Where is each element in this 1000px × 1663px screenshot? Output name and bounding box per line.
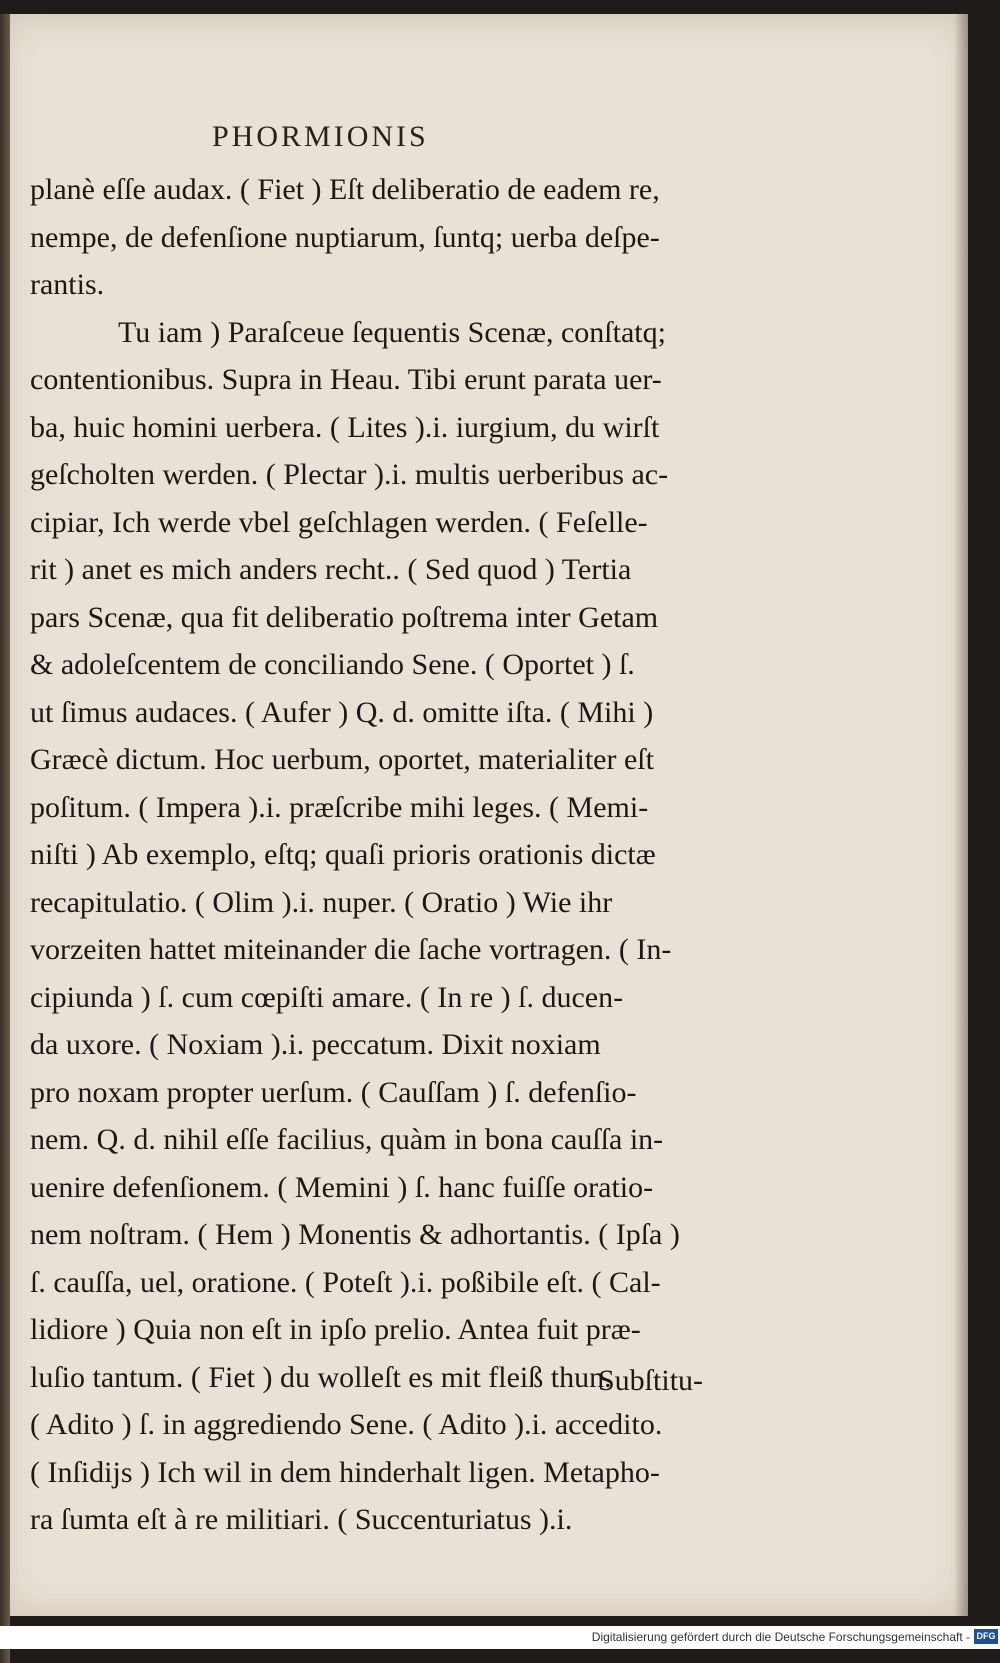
- text-line: rantis.: [30, 268, 105, 301]
- text-line: niſti ) Ab exemplo, eſtq; quaſi prioris orationis dictæ: [30, 838, 656, 871]
- catchword: Subſtitu-: [598, 1364, 704, 1397]
- text-line: da uxore. ( Noxiam ).i. peccatum. Dixit noxiam: [30, 1028, 601, 1061]
- text-line: contentionibus. Supra in Heau. Tibi erunt parata uer-: [30, 363, 662, 396]
- text-line: nem. Q. d. nihil eſſe facilius, quàm in bona cauſſa in-: [30, 1123, 664, 1156]
- text-line: recapitulatio. ( Olim ).i. nuper. ( Oratio ) Wie ihr: [30, 885, 613, 919]
- dfg-logo-icon: DFG: [974, 1629, 998, 1644]
- text-line: rit ) anet es mich anders recht.. ( Sed quod ) Tertia: [30, 553, 632, 586]
- text-line: ( Inſidijs ) Ich wil in dem hinderhalt ligen. Metapho-: [30, 1455, 660, 1489]
- text-line: planè eſſe audax. ( Fiet ) Eſt deliberatio de eadem re,: [30, 173, 660, 206]
- text-line: nempe, de defenſione nuptiarum, ſuntq; uerba deſpe-: [30, 220, 660, 254]
- text-line: Tu iam ) Paraſceue ſequentis Scenæ, conſtatq;: [118, 315, 666, 349]
- text-line: cipiar, Ich werde vbel geſchlagen werden. ( Feſelle-: [30, 505, 648, 539]
- text-line: ba, huic homini uerbera. ( Lites ).i. iurgium, du wirſt: [30, 410, 660, 444]
- text-line: Græcè dictum. Hoc uerbum, oportet, materialiter eſt: [30, 743, 654, 776]
- text-line: ſ. cauſſa, uel, oratione. ( Poteſt ).i. poßibile eſt. ( Cal-: [30, 1265, 661, 1299]
- funding-credit: Digitalisierung gefördert durch die Deutsche Forschungsgemeinschaft -: [591, 1630, 970, 1644]
- text-line: luſio tantum. ( Fiet ) du wolleſt es mit fleiß thun.: [30, 1360, 612, 1394]
- running-head: PHORMIONIS: [212, 120, 429, 153]
- text-line: ut ſimus audaces. ( Aufer ) Q. d. omitte iſta. ( Mihi ): [30, 695, 654, 729]
- book-page: [0, 14, 968, 1616]
- page-edge: [0, 14, 10, 1663]
- text-line: geſcholten werden. ( Plectar ).i. multis uerberibus ac-: [30, 458, 669, 491]
- text-line: ra ſumta eſt à re militiari. ( Succenturiatus ).i.: [30, 1503, 573, 1536]
- text-line: & adoleſcentem de conciliando Sene. ( Oportet ) ſ.: [30, 648, 635, 681]
- text-line: pars Scenæ, qua fit deliberatio poſtrema inter Getam: [30, 600, 659, 634]
- text-line: ( Adito ) ſ. in aggrediendo Sene. ( Adito ).i. accedito.: [30, 1408, 663, 1441]
- text-line: pro noxam propter uerſum. ( Cauſſam ) ſ. defenſio-: [30, 1075, 637, 1109]
- text-line: nem noſtram. ( Hem ) Monentis & adhortantis. ( Ipſa ): [30, 1218, 680, 1251]
- text-line: lidiore ) Quia non eſt in ipſo prelio. Antea fuit præ-: [30, 1313, 641, 1346]
- text-line: poſitum. ( Impera ).i. præſcribe mihi leges. ( Memi-: [30, 790, 649, 824]
- text-line: vorzeiten hattet miteinander die ſache vortragen. ( In-: [30, 933, 672, 966]
- text-line: cipiunda ) ſ. cum cœpiſti amare. ( In re ) ſ. ducen-: [30, 980, 624, 1014]
- body-text: [30, 166, 720, 1544]
- text-line: uenire defenſionem. ( Memini ) ſ. hanc fuiſſe oratio-: [30, 1170, 654, 1204]
- footer-bar: [0, 1626, 1000, 1649]
